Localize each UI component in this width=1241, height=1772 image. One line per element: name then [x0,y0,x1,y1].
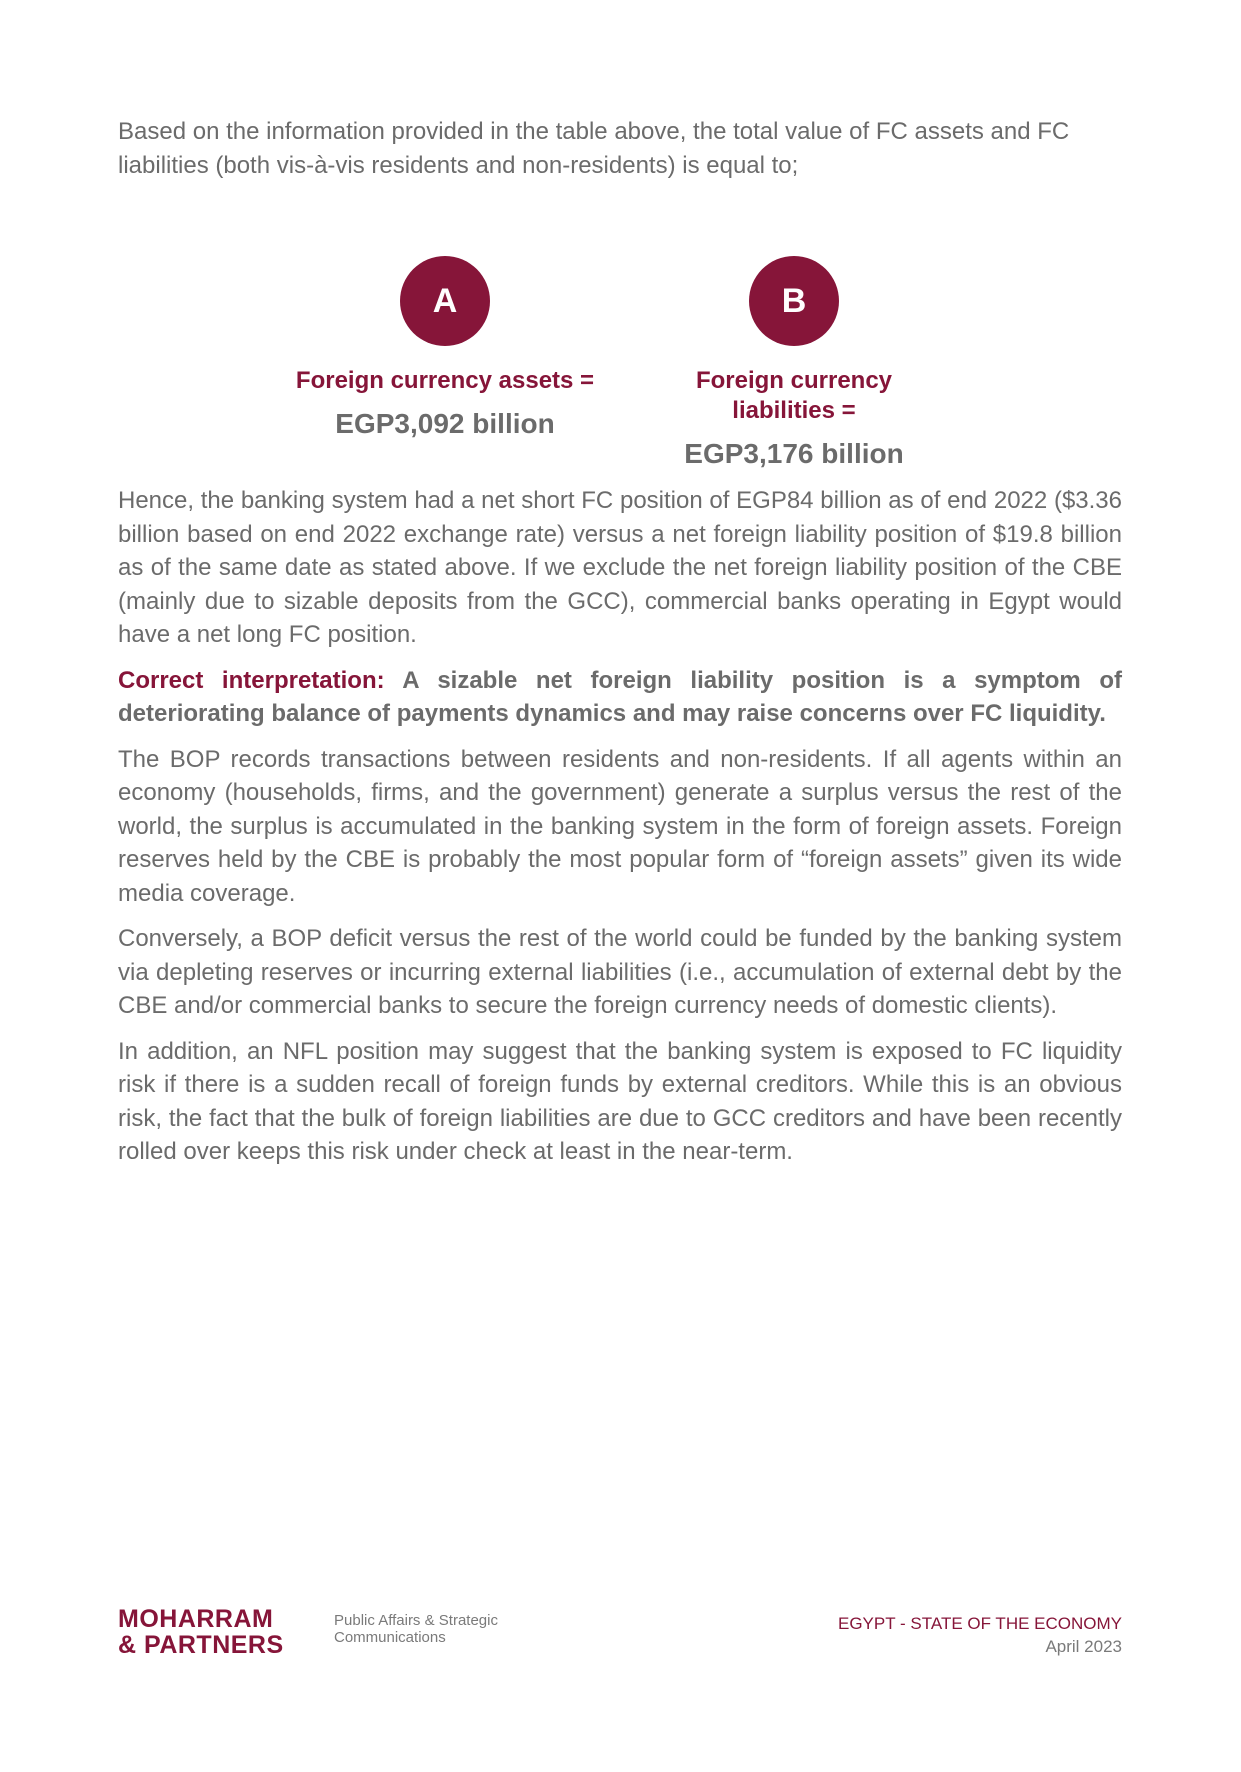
fc-summary [118,182,1122,469]
correct-interpretation-label: Correct interpretation: [118,666,385,694]
fc-liabilities-label: Foreign currency liabilities = [695,367,893,424]
page-content [118,115,1122,1181]
addition-paragraph: In addition, an NFL position may suggest that the banking system is exposed to FC liquidity risk if there is a sudden recall of foreign funds by external creditors. While this is an obvious risk, the fact that the bulk of foreign liabilities are due to GCC creditors and have been recently rolled over keeps this risk under check at least in the near-term. [118,1037,1122,1165]
fc-assets-box [295,256,595,440]
page-footer [118,1606,1122,1666]
fc-liabilities-box [644,256,944,470]
intro-paragraph: Based on the information provided in the table above, the total value of FC assets and FC liabilities (both vis-à-vis residents and non-residents) is equal to; [118,118,1070,179]
logo-line-1: MOHARRAM [118,1605,274,1633]
correct-interpretation [118,664,1122,731]
hence-paragraph: Hence, the banking system had a net short FC position of EGP84 billion as of end 2022 ($3.36 billion based on end 2022 exchange rate) versus a net foreign liability position of $19.8 billion as of the same date as stated above. If we exclude the net foreign liability position of the CBE (mainly due to sizable deposits from the GCC), commercial banks operating in Egypt would have a net long FC position. [118,487,1122,648]
badge-a: A [400,256,490,346]
report-title: EGYPT - STATE OF THE ECONOMY [838,1614,1122,1633]
fc-liabilities-value: EGP3,176 billion [684,438,904,469]
conversely-paragraph: Conversely, a BOP deficit versus the rest of the world could be funded by the banking system via depleting reserves or incurring external liabilities (i.e., accumulation of external debt by the CBE and/or commercial banks to secure the foreign currency needs of domestic clients). [118,925,1122,1019]
badge-b: B [749,256,839,346]
report-date: April 2023 [1045,1637,1122,1656]
report-info [838,1612,1122,1658]
company-tagline: Public Affairs & Strategic Communications [334,1612,498,1646]
bop-paragraph: The BOP records transactions between residents and non-residents. If all agents within an economy (households, firms, and the government) generate a surplus versus the rest of the world, the surplus is accumulated in the banking system in the form of foreign assets. Foreign reserves held by the CBE is probably the most popular form of “foreign assets” given its wide media coverage. [118,745,1122,907]
correct-interpretation-text: A sizable net foreign liability position is a symptom of deteriorating balance of payments dynamics and may raise concerns over FC liquidity. [118,666,1122,727]
fc-assets-value: EGP3,092 billion [335,408,555,439]
fc-assets-label: Foreign currency assets = [295,367,595,394]
company-logo [118,1606,284,1658]
logo-line-2: & PARTNERS [118,1631,284,1659]
